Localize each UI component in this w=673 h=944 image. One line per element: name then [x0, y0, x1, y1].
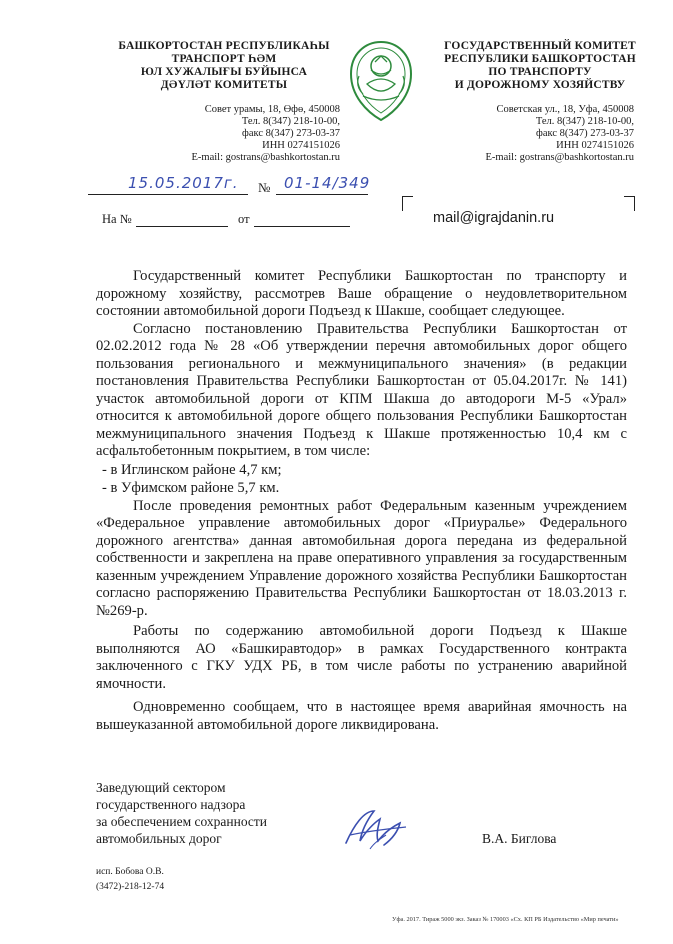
handwritten-signature-icon [340, 805, 412, 855]
body-paragraph: Одновременно сообщаем, что в настоящее время аварийная ямочность на вышеуказанной автомобильной дороге ликвидирована. [96, 699, 627, 733]
executor-phone: (3472)-218-12-74 [96, 882, 165, 892]
ref-from-label: от [238, 212, 250, 226]
reg-number-underline [276, 194, 368, 195]
position-line: автомобильных дорог [96, 831, 222, 846]
registration-line [88, 174, 388, 200]
title-line: ПО ТРАНСПОРТУ [488, 66, 592, 78]
address-line: Тел. 8(347) 218-10-00, [535, 116, 634, 127]
address-bracket-right [624, 196, 635, 211]
executor-block [96, 866, 164, 893]
ref-number-underline [136, 226, 228, 227]
reg-number-label: № [258, 180, 271, 195]
address-line: Советская ул., 18, Уфа, 450008 [496, 104, 634, 115]
body-paragraph: Согласно постановлению Правительства Республики Башкортостан от 02.02.2012 года № 28 «Об утверждении перечня автомобильных дорог общего пользования регионального и межмуниципального значения» (в редакции постановления Правительства Республики Башкортостан от 05.04.2017г. № 141) участок автомобильной дороги от КПМ Шакша до автодороги М-5 «Урал» относится к автомобильной дороге общего пользования Республики Башкортостан межмуниципального значения Подъезд к Шакше протяженностью 10,4 км с асфальтобетонным покрытием, в том числе: [96, 320, 627, 459]
reference-line [102, 212, 362, 232]
print-imprint: Уфа. 2017. Тираж 5000 экз. Заказ № 170003 «Сх. КП РБ Издательство «Мир печати» [392, 916, 619, 923]
title-line: БАШКОРТОСТАН РЕСПУБЛИКАҺЫ [118, 40, 330, 52]
position-line: за обеспечением сохранности [96, 814, 268, 829]
ref-label: На № [102, 212, 132, 226]
body-list-item: - в Иглинском районе 4,7 км; [102, 461, 282, 478]
header-right-address [440, 104, 640, 164]
letter-body [96, 268, 627, 734]
position-line: Заведующий сектором [96, 780, 226, 795]
address-line: факс 8(347) 273-03-37 [242, 128, 340, 139]
address-line: ИНН 0274151026 [556, 140, 634, 151]
header-right-title [440, 40, 640, 92]
address-line: ИНН 0274151026 [262, 140, 340, 151]
header-left-address [108, 104, 340, 164]
header-right [440, 40, 640, 164]
executor-name: исп. Бобова О.В. [96, 867, 164, 877]
title-line: ГОСУДАРСТВЕННЫЙ КОМИТЕТ [444, 40, 636, 52]
body-paragraph: После проведения ремонтных работ Федеральным казенным учреждением «Федеральное управление автомобильных дорог «Приуралье» Федерального дорожного агентства» данная автомобильная дорога передана из федеральной собственности и закреплена на праве оперативного управления за государственным казенным учреждением Управление дорожного хозяйства Республики Башкортостан согласно распоряжению Правительства Республики Башкортостан от 18.03.2013 г. №269-р. [96, 497, 627, 619]
title-line: ТРАНСПОРТ ҺӘМ [171, 53, 277, 65]
reg-date-underline [88, 194, 248, 195]
signatory-name: В.А. Биглова [482, 831, 557, 846]
recipient-email: mail@igrajdanin.ru [433, 210, 555, 226]
address-line: факс 8(347) 273-03-37 [536, 128, 634, 139]
body-paragraph: Работы по содержанию автомобильной дороги Подъезд к Шакше выполняются АО «Башкиравтодор» в рамках Государственного контракта заключенного с ГКУ УДХ РБ, в том числе работы по устранению аварийной ямочности. [96, 623, 627, 692]
address-line: Тел. 8(347) 218-10-00, [241, 116, 340, 127]
ref-date-underline [254, 226, 350, 227]
address-line: E-mail: gostrans@bashkortostan.ru [191, 152, 340, 163]
address-line: E-mail: gostrans@bashkortostan.ru [485, 152, 634, 163]
position-line: государственного надзора [96, 797, 246, 812]
title-line: ДӘҮЛӘТ КОМИТЕТЫ [160, 79, 288, 91]
title-line: РЕСПУБЛИКИ БАШКОРТОСТАН [444, 53, 636, 65]
body-paragraph: Государственный комитет Республики Башкортостан по транспорту и дорожному хозяйству, рассмотрев Ваше обращение о неудовлетворительном состоянии автомобильной дороги Подъезд к Шакше, сообщает следующее. [96, 268, 627, 319]
signatory-position [96, 779, 336, 847]
bashkortostan-emblem-icon [345, 40, 417, 122]
title-line: ЮЛ ХУЖАЛЫҒЫ БУЙЫНСА [140, 66, 308, 78]
address-bracket-left [402, 196, 413, 211]
body-list-item: - в Уфимском районе 5,7 км. [102, 480, 280, 496]
header-left-title [108, 40, 340, 92]
title-line: И ДОРОЖНОМУ ХОЗЯЙСТВУ [454, 79, 626, 91]
header-left [108, 40, 340, 164]
reg-number-handwritten: 01-14/349 [284, 174, 371, 192]
reg-date-handwritten: 15.05.2017г. [128, 174, 239, 192]
address-line: Совет урамы, 18, Өфө, 450008 [204, 104, 340, 115]
